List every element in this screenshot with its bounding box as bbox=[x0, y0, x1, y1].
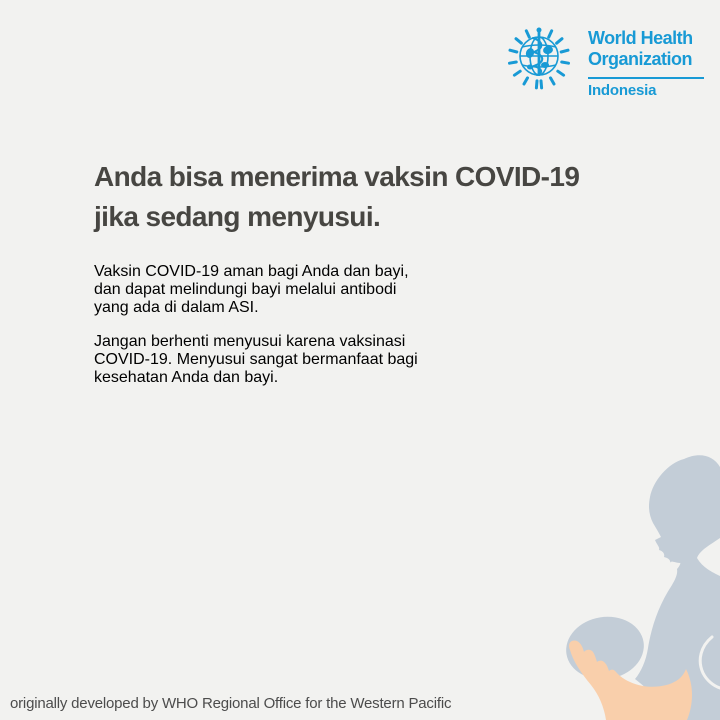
body-line: kesehatan Anda dan bayi. bbox=[94, 369, 279, 386]
heading-line: jika sedang menyusui. bbox=[94, 201, 381, 232]
body-line: Jangan berhenti menyusui karena vaksinasi bbox=[94, 333, 406, 350]
attribution-text: originally developed by WHO Regional Office for the Western Pacific bbox=[10, 695, 452, 712]
body-line: Vaksin COVID-19 aman bagi Anda dan bayi, bbox=[94, 263, 409, 280]
body-line: yang ada di dalam ASI. bbox=[94, 299, 259, 316]
who-name-line2: Organization bbox=[588, 49, 693, 69]
who-name-line1: World Health bbox=[588, 28, 693, 48]
main-content bbox=[94, 157, 579, 403]
who-emblem-icon bbox=[508, 23, 570, 97]
who-logo-text bbox=[588, 23, 708, 101]
page-title bbox=[94, 157, 579, 237]
body-line: dan dapat melindungi bayi melalui antibodi bbox=[94, 281, 397, 298]
logo-divider bbox=[588, 77, 704, 79]
who-logo bbox=[508, 23, 708, 101]
logo-country: Indonesia bbox=[588, 82, 657, 99]
body-line: COVID-19. Menyusui sangat bermanfaat bagi bbox=[94, 351, 418, 368]
heading-line: Anda bisa menerima vaksin COVID-19 bbox=[94, 161, 580, 192]
mother-baby-illustration bbox=[555, 430, 720, 720]
